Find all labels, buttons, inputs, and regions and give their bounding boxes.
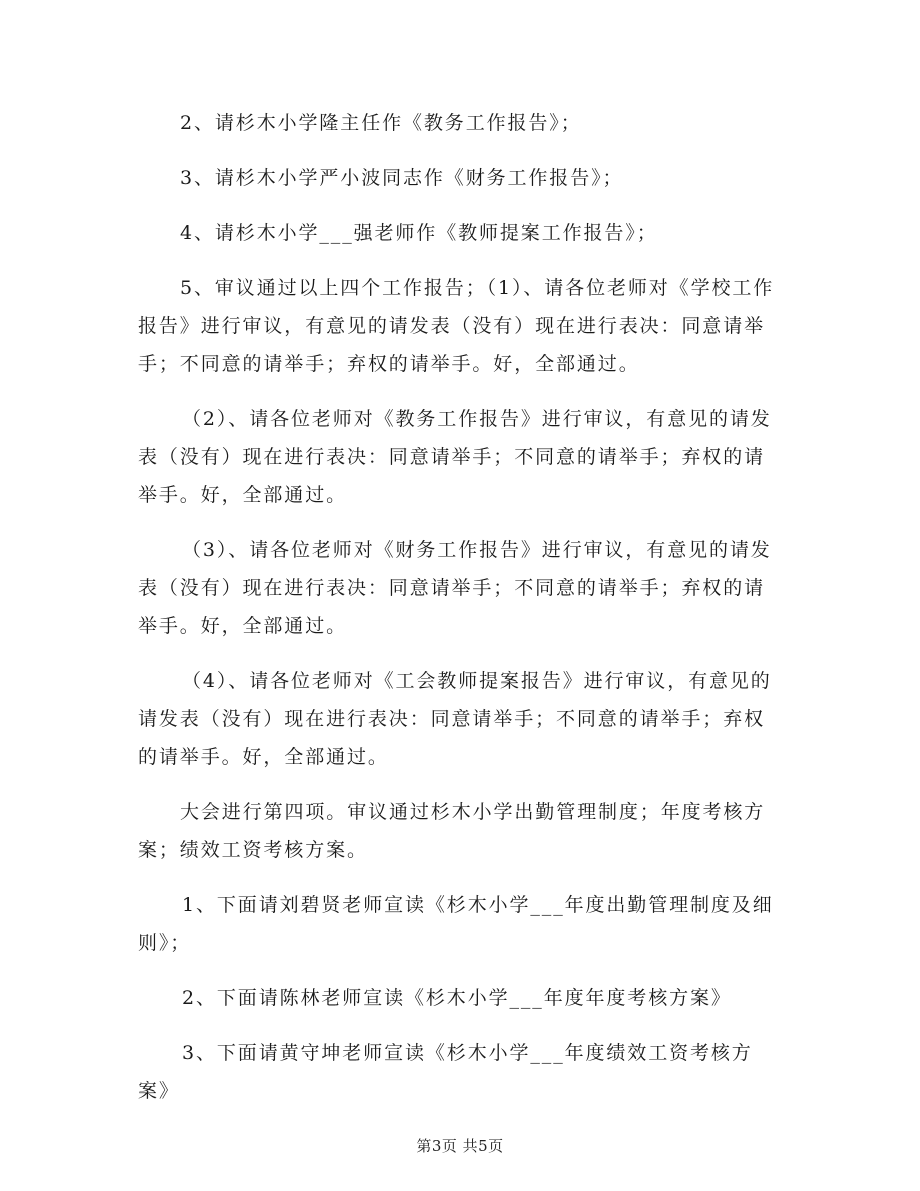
paragraph-review-2: （2）、请各位老师对《教务工作报告》进行审议，有意见的请发表（没有）现在进行表决：同意请举手；不同意的请举手；弃权的请举手。好，全部通过。	[138, 408, 772, 506]
paragraph-reading-1: 1、下面请刘碧贤老师宣读《杉木小学___年度出勤管理制度及细则》；	[138, 894, 774, 954]
page-footer: 第3页 共5页	[416, 1137, 504, 1155]
paragraph-reading-3: 3、下面请黄守坤老师宣读《杉木小学___年度绩效工资考核方案》	[138, 1042, 753, 1102]
paragraph-agenda-4: 大会进行第四项。审议通过杉木小学出勤管理制度；年度考核方案；绩效工资考核方案。	[138, 801, 766, 861]
paragraph-review-4: （4）、请各位老师对《工会教师提案报告》进行审议，有意见的请发表（没有）现在进行表决：同意请举手；不同意的请举手；弃权的请举手。好，全部通过。	[138, 670, 772, 768]
document-body	[138, 104, 783, 1127]
paragraph-reading-2: 2、下面请陈林老师宣读《杉木小学___年度年度考核方案》	[182, 987, 732, 1009]
paragraph-item-4: 4、请杉木小学___强老师作《教师提案工作报告》；	[180, 222, 658, 244]
paragraph-review-3: （3）、请各位老师对《财务工作报告》进行审议，有意见的请发表（没有）现在进行表决：同意请举手；不同意的请举手；弃权的请举手。好，全部通过。	[138, 539, 772, 637]
paragraph-item-3: 3、请杉木小学严小波同志作《财务工作报告》；	[180, 167, 624, 189]
paragraph-item-5: 5、审议通过以上四个工作报告；（1）、请各位老师对《学校工作报告》进行审议，有意见的请发表（没有）现在进行表决：同意请举手；不同意的请举手；弃权的请举手。好，全部通过。	[138, 277, 775, 375]
paragraph-item-2: 2、请杉木小学隆主任作《教务工作报告》；	[180, 112, 582, 134]
